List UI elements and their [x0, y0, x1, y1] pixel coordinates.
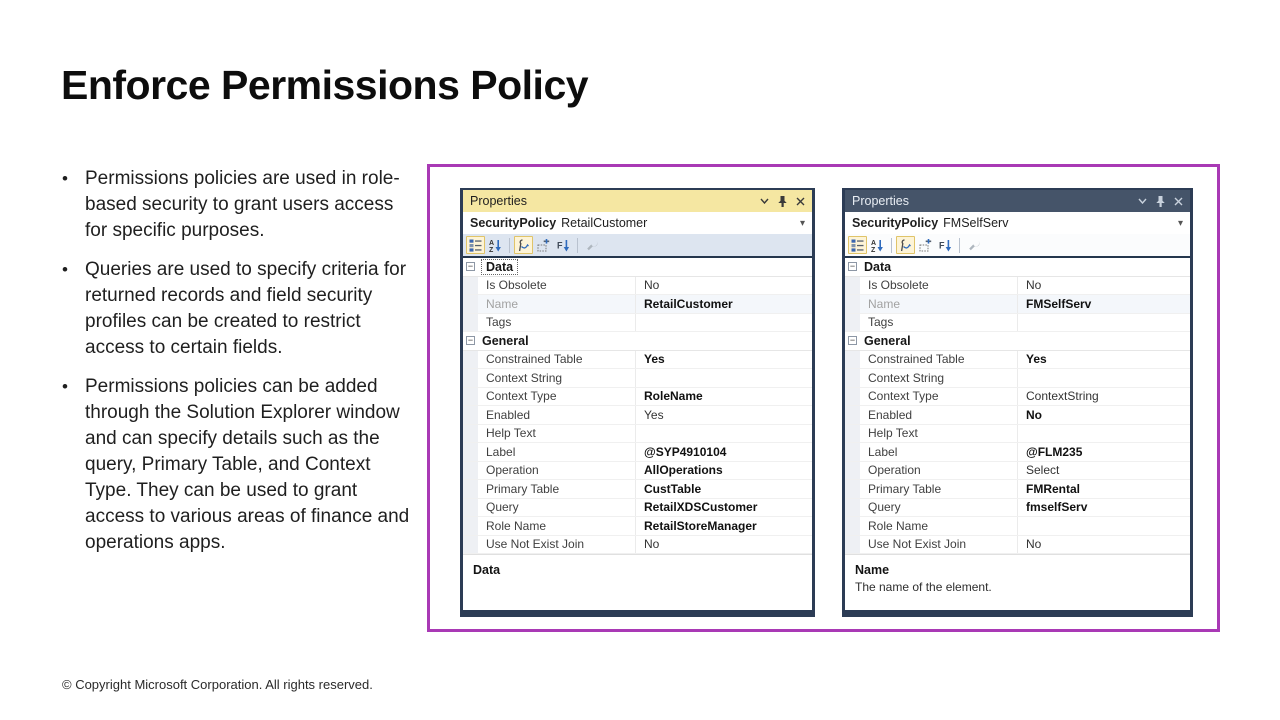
property-value[interactable]: Yes	[635, 406, 812, 424]
property-value[interactable]: Yes	[1017, 351, 1190, 369]
object-name-label: RetailCustomer	[561, 216, 648, 230]
property-value[interactable]: fmselfServ	[1017, 499, 1190, 517]
property-label: Label	[486, 444, 516, 459]
property-value[interactable]: @FLM235	[1017, 443, 1190, 461]
row-gutter	[845, 425, 860, 443]
bullet-list	[60, 166, 418, 569]
categorized-icon[interactable]	[848, 236, 867, 254]
row-gutter	[845, 517, 860, 535]
category-row[interactable]	[463, 332, 812, 351]
toolbar-separator	[891, 238, 892, 253]
property-label: Name	[486, 296, 519, 311]
property-label: Name	[868, 296, 901, 311]
panel-title: Properties	[852, 194, 909, 208]
property-label: Context Type	[486, 389, 557, 404]
property-row[interactable]	[463, 499, 812, 518]
properties-filter-icon[interactable]	[514, 236, 533, 254]
category-label: General	[864, 333, 911, 348]
property-row[interactable]	[463, 369, 812, 388]
property-value[interactable]: FMSelfServ	[1017, 295, 1190, 313]
property-value[interactable]: RetailXDSCustomer	[635, 499, 812, 517]
property-row[interactable]	[463, 277, 812, 296]
property-row[interactable]	[845, 462, 1190, 481]
row-gutter	[463, 277, 478, 295]
property-label: Role Name	[868, 518, 929, 533]
property-row[interactable]	[845, 314, 1190, 333]
bullet-item: • Permissions policies are used in role-based security to grant users access for specific purposes.	[60, 166, 418, 244]
property-row[interactable]	[845, 425, 1190, 444]
wrench-icon[interactable]	[582, 236, 601, 254]
category-row[interactable]	[463, 258, 812, 277]
property-value[interactable]	[635, 425, 812, 443]
description-text: The name of the element.	[855, 580, 992, 594]
property-label: Is Obsolete	[868, 278, 929, 293]
category-label: Data	[864, 259, 892, 274]
property-value[interactable]: FMRental	[1017, 480, 1190, 498]
bullet-item: • Queries are used to specify criteria for returned records and field security profiles can be created to restrict access to certain fields.	[60, 257, 418, 361]
property-label: Enabled	[868, 407, 913, 422]
row-gutter	[845, 536, 860, 554]
row-gutter	[845, 499, 860, 517]
property-value[interactable]	[1017, 517, 1190, 535]
property-label: Label	[868, 444, 898, 459]
property-label: Query	[868, 500, 901, 515]
property-row[interactable]	[463, 314, 812, 333]
property-label: Context Type	[868, 389, 939, 404]
property-label: Tags	[486, 315, 512, 330]
property-label: Role Name	[486, 518, 547, 533]
screenshot-frame	[427, 164, 1220, 632]
property-grid	[463, 258, 812, 555]
property-row[interactable]	[463, 425, 812, 444]
property-row[interactable]	[463, 462, 812, 481]
property-label: Context String	[486, 370, 563, 385]
chevron-down-icon[interactable]	[1138, 198, 1147, 204]
row-gutter	[845, 406, 860, 424]
toolbar-separator	[959, 238, 960, 253]
property-row[interactable]	[463, 406, 812, 425]
object-selector[interactable]	[845, 212, 1190, 234]
pin-icon[interactable]	[1156, 196, 1165, 207]
sort-order-icon[interactable]	[936, 236, 955, 254]
row-gutter	[845, 295, 860, 313]
alphabetical-sort-icon[interactable]	[868, 236, 887, 254]
property-value[interactable]	[635, 314, 812, 332]
property-value[interactable]: AllOperations	[635, 462, 812, 480]
row-gutter	[463, 314, 478, 332]
chevron-down-icon[interactable]: ▾	[1177, 217, 1183, 229]
property-label: Enabled	[486, 407, 531, 422]
alphabetical-sort-icon[interactable]	[486, 236, 505, 254]
row-gutter	[463, 536, 478, 554]
collapse-icon[interactable]: −	[849, 335, 856, 346]
row-gutter	[463, 351, 478, 369]
properties-toolbar	[463, 234, 812, 258]
property-value[interactable]: No	[635, 536, 812, 554]
description-pane	[845, 555, 1190, 610]
property-label: Query	[486, 500, 519, 515]
description-title: Data	[473, 563, 501, 577]
property-row[interactable]	[845, 369, 1190, 388]
property-grid	[845, 258, 1190, 555]
property-row[interactable]	[845, 277, 1190, 296]
row-gutter	[463, 462, 478, 480]
row-gutter	[463, 388, 478, 406]
property-value[interactable]: RetailStoreManager	[635, 517, 812, 535]
object-name-label: FMSelfServ	[943, 216, 1009, 230]
categorized-icon[interactable]	[466, 236, 485, 254]
row-gutter	[845, 388, 860, 406]
property-row[interactable]	[845, 480, 1190, 499]
properties-panel-retailcustomer	[460, 188, 815, 617]
property-label: Use Not Exist Join	[486, 537, 585, 552]
chevron-down-icon[interactable]	[760, 198, 769, 204]
property-row[interactable]	[845, 536, 1190, 555]
row-gutter	[845, 351, 860, 369]
property-row[interactable]	[463, 295, 812, 314]
svg-text:F: F	[557, 240, 563, 250]
panel-titlebar[interactable]	[463, 190, 812, 212]
row-gutter	[463, 425, 478, 443]
row-gutter	[463, 480, 478, 498]
property-label: Operation	[868, 463, 921, 478]
property-label: Context String	[868, 370, 945, 385]
row-gutter	[845, 314, 860, 332]
property-value[interactable]	[635, 369, 812, 387]
row-gutter	[463, 517, 478, 535]
pin-icon[interactable]	[778, 196, 787, 207]
category-label: General	[482, 333, 529, 348]
row-gutter	[845, 480, 860, 498]
row-gutter	[845, 277, 860, 295]
property-value[interactable]	[1017, 369, 1190, 387]
property-row[interactable]	[845, 351, 1190, 370]
attached-properties-icon[interactable]	[916, 236, 935, 254]
row-gutter	[463, 499, 478, 517]
collapse-icon[interactable]: −	[467, 261, 474, 272]
property-row[interactable]	[463, 517, 812, 536]
collapse-icon[interactable]: −	[849, 261, 856, 272]
collapse-icon[interactable]: −	[467, 335, 474, 346]
property-label: Constrained Table	[868, 352, 965, 367]
property-value[interactable]: No	[1017, 277, 1190, 295]
sort-order-icon[interactable]	[554, 236, 573, 254]
category-row[interactable]	[845, 332, 1190, 351]
property-row[interactable]	[463, 480, 812, 499]
copyright-notice: © Copyright Microsoft Corporation. All rights reserved.	[62, 677, 373, 692]
property-row[interactable]	[463, 536, 812, 555]
category-row[interactable]	[845, 258, 1190, 277]
row-gutter	[463, 295, 478, 313]
property-row[interactable]	[463, 388, 812, 407]
property-value[interactable]: RoleName	[635, 388, 812, 406]
bullet-item: • Permissions policies can be added through the Solution Explorer window and can specify details such as the query, Primary Table, and Context Type. They can be used to grant access to various areas of finance and operations apps.	[60, 374, 418, 556]
svg-text:F: F	[939, 240, 945, 250]
property-value[interactable]: RetailCustomer	[635, 295, 812, 313]
property-row[interactable]	[463, 443, 812, 462]
properties-panel-fmselfserv	[842, 188, 1193, 617]
property-label: Is Obsolete	[486, 278, 547, 293]
properties-filter-icon[interactable]	[896, 236, 915, 254]
property-value[interactable]	[1017, 314, 1190, 332]
property-value[interactable]: @SYP4910104	[635, 443, 812, 461]
row-gutter	[845, 462, 860, 480]
property-label: Help Text	[868, 426, 918, 441]
property-value[interactable]: CustTable	[635, 480, 812, 498]
row-gutter	[463, 369, 478, 387]
object-type-label: SecurityPolicy	[470, 216, 557, 230]
row-gutter	[463, 406, 478, 424]
property-value[interactable]: No	[1017, 406, 1190, 424]
properties-toolbar	[845, 234, 1190, 258]
property-row[interactable]	[845, 443, 1190, 462]
property-label: Operation	[486, 463, 539, 478]
panel-title: Properties	[470, 194, 527, 208]
property-value[interactable]	[1017, 425, 1190, 443]
property-row[interactable]	[845, 295, 1190, 314]
property-label: Use Not Exist Join	[868, 537, 967, 552]
description-pane	[463, 555, 812, 610]
svg-text:Z: Z	[489, 246, 494, 252]
svg-text:A: A	[489, 239, 495, 247]
object-selector[interactable]	[463, 212, 812, 234]
property-value[interactable]: Yes	[635, 351, 812, 369]
property-value[interactable]: Select	[1017, 462, 1190, 480]
property-label: Constrained Table	[486, 352, 583, 367]
property-label: Help Text	[486, 426, 536, 441]
row-gutter	[845, 369, 860, 387]
svg-text:Z: Z	[871, 246, 876, 252]
property-row[interactable]	[845, 388, 1190, 407]
description-title: Name	[855, 563, 890, 577]
property-value[interactable]: No	[635, 277, 812, 295]
property-value[interactable]: No	[1017, 536, 1190, 554]
property-row[interactable]	[845, 406, 1190, 425]
property-label: Tags	[868, 315, 894, 330]
page-title: Enforce Permissions Policy	[61, 62, 589, 108]
property-label: Primary Table	[868, 481, 942, 496]
toolbar-separator	[577, 238, 578, 253]
property-label: Primary Table	[486, 481, 560, 496]
wrench-icon[interactable]	[964, 236, 983, 254]
close-icon[interactable]	[1174, 197, 1183, 206]
row-gutter	[463, 443, 478, 461]
attached-properties-icon[interactable]	[534, 236, 553, 254]
category-label: Data	[482, 260, 517, 274]
property-row[interactable]	[845, 517, 1190, 536]
property-value[interactable]: ContextString	[1017, 388, 1190, 406]
property-row[interactable]	[463, 351, 812, 370]
toolbar-separator	[509, 238, 510, 253]
panel-titlebar[interactable]	[845, 190, 1190, 212]
row-gutter	[845, 443, 860, 461]
chevron-down-icon[interactable]: ▾	[799, 217, 805, 229]
close-icon[interactable]	[796, 197, 805, 206]
property-row[interactable]	[845, 499, 1190, 518]
object-type-label: SecurityPolicy	[852, 216, 939, 230]
svg-text:A: A	[871, 239, 877, 247]
